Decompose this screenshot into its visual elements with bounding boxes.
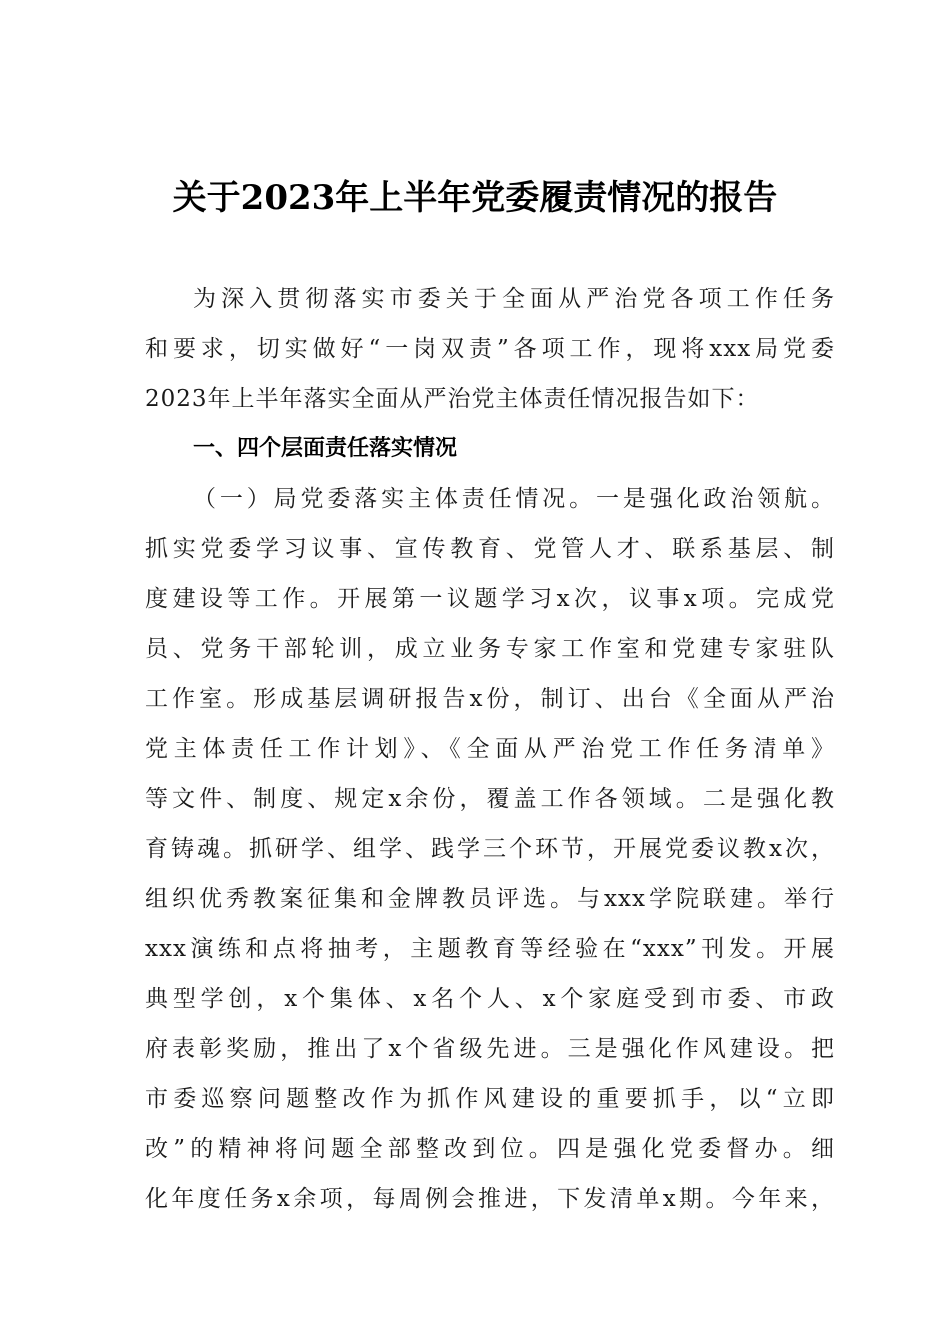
body-line: 工作室。形成基层调研报告x份，制订、出台《全面从严治 (145, 686, 835, 712)
intro-line-1: 为深入贯彻落实市委关于全面从严治党各项工作任务 (193, 286, 835, 312)
body-line: 典型学创，x个集体、x名个人、x个家庭受到市委、市政 (145, 986, 835, 1012)
body-line: （一）局党委落实主体责任情况。一是强化政治领航。 (193, 486, 835, 512)
body-line: 员、党务干部轮训，成立业务专家工作室和党建专家驻队 (145, 636, 835, 662)
body-line: 育铸魂。抓研学、组学、践学三个环节，开展党委议教x次， (145, 836, 835, 862)
document-title: 关于2023年上半年党委履责情况的报告 (172, 178, 778, 218)
body-line: 化年度任务x余项，每周例会推进，下发清单x期。今年来， (145, 1186, 835, 1212)
body-line: 市委巡察问题整改作为抓作风建设的重要抓手，以“立即 (145, 1086, 835, 1112)
body-line: 改”的精神将问题全部整改到位。四是强化党委督办。细 (145, 1136, 835, 1162)
body-line: 党主体责任工作计划》、《全面从严治党工作任务清单》 (145, 736, 835, 762)
section-heading: 一、四个层面责任落实情况 (193, 436, 458, 461)
body-line: 组织优秀教案征集和金牌教员评选。与xxx学院联建。举行 (145, 886, 835, 912)
intro-line-3: 2023年上半年落实全面从严治党主体责任情况报告如下： (145, 386, 760, 412)
body-line: 等文件、制度、规定x余份，覆盖工作各领域。二是强化教 (145, 786, 835, 812)
body-line: 府表彰奖励，推出了x个省级先进。三是强化作风建设。把 (145, 1036, 835, 1062)
intro-line-2: 和要求，切实做好“一岗双责”各项工作，现将xxx局党委 (145, 336, 835, 362)
body-line: 度建设等工作。开展第一议题学习x次，议事x项。完成党 (145, 586, 835, 612)
body-line: xxx演练和点将抽考，主题教育等经验在“xxx”刊发。开展 (145, 936, 835, 962)
body-line: 抓实党委学习议事、宣传教育、党管人才、联系基层、制 (145, 536, 835, 562)
